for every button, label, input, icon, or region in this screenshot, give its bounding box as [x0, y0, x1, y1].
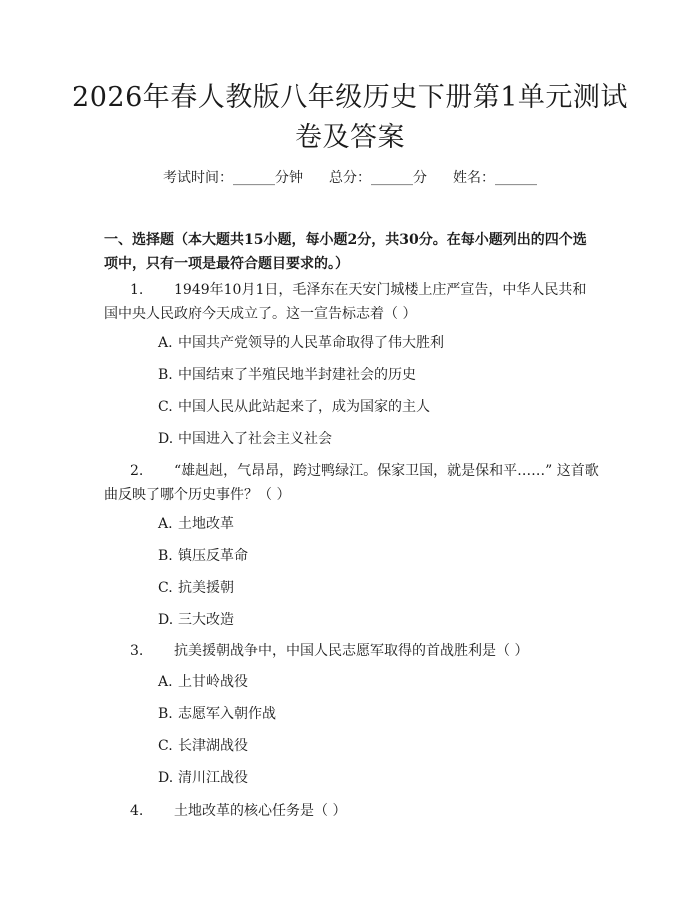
- question-2-option-a: [158, 514, 598, 534]
- question-3-option-b: [158, 704, 598, 724]
- option-text: 志愿军入朝作战: [178, 706, 276, 722]
- question-1-option-b: [158, 365, 598, 385]
- option-letter: A.: [158, 335, 173, 351]
- question-3: [104, 639, 600, 663]
- question-2-option-b: [158, 546, 598, 566]
- option-letter: C.: [158, 738, 173, 754]
- option-letter: C.: [158, 399, 173, 415]
- question-2: [104, 459, 600, 507]
- option-text: 中国进入了社会主义社会: [178, 431, 332, 447]
- page-title: 2026年春人教版八年级历史下册第1单元测试卷及答案: [72, 82, 628, 153]
- option-text: 中国结束了半殖民地半封建社会的历史: [178, 367, 416, 383]
- question-number: 3.: [130, 643, 144, 659]
- question-1-option-a: [158, 333, 598, 353]
- question-number: 2.: [130, 463, 144, 479]
- question-3-option-a: [158, 672, 598, 692]
- question-text: 土地改革的核心任务是（ ）: [174, 803, 347, 819]
- option-text: 中国人民从此站起来了，成为国家的主人: [178, 399, 430, 415]
- exam-meta: [0, 168, 700, 188]
- option-letter: A.: [158, 674, 173, 690]
- question-number: 4.: [130, 803, 144, 819]
- option-text: 清川江战役: [178, 770, 248, 786]
- option-text: 镇压反革命: [178, 548, 248, 564]
- question-number: 1.: [130, 282, 144, 298]
- option-text: 中国共产党领导的人民革命取得了伟大胜利: [178, 335, 444, 351]
- option-letter: D.: [158, 431, 174, 447]
- question-1-option-c: [158, 397, 598, 417]
- question-4: [104, 799, 600, 823]
- option-text: 三大改造: [178, 612, 234, 628]
- question-3-option-c: [158, 736, 598, 756]
- question-1-option-d: [158, 429, 598, 449]
- option-text: 土地改革: [178, 516, 234, 532]
- option-letter: B.: [158, 548, 173, 564]
- question-text: 1949年10月1日，毛泽东在天安门城楼上庄严宣告，中华人民共和国中央人民政府今天成立了。这一宣告标志着（ ）: [104, 282, 587, 322]
- question-2-option-d: [158, 610, 598, 630]
- exam-time-label: 考试时间：______分钟: [163, 170, 303, 186]
- question-1: [104, 278, 600, 326]
- option-letter: B.: [158, 706, 173, 722]
- exam-name-label: 姓名：______: [453, 170, 537, 186]
- question-3-option-d: [158, 768, 598, 788]
- question-text: 抗美援朝战争中，中国人民志愿军取得的首战胜利是（ ）: [174, 643, 529, 659]
- section-heading: 一、选择题（本大题共15小题，每小题2分，共30分。在每小题列出的四个选项中，只有一项是最符合题目要求的。）: [104, 232, 587, 272]
- question-2-option-c: [158, 578, 598, 598]
- option-letter: D.: [158, 770, 174, 786]
- option-text: 长津湖战役: [178, 738, 248, 754]
- option-letter: C.: [158, 580, 173, 596]
- option-letter: D.: [158, 612, 174, 628]
- option-text: 抗美援朝: [178, 580, 234, 596]
- exam-score-label: 总分：______分: [329, 170, 427, 186]
- option-letter: B.: [158, 367, 173, 383]
- question-text: “雄赳赳，气昂昂，跨过鸭绿江。保家卫国，就是保和平……” 这首歌曲反映了哪个历史事件？（ ）: [104, 463, 599, 503]
- option-letter: A.: [158, 516, 173, 532]
- option-text: 上甘岭战役: [178, 674, 248, 690]
